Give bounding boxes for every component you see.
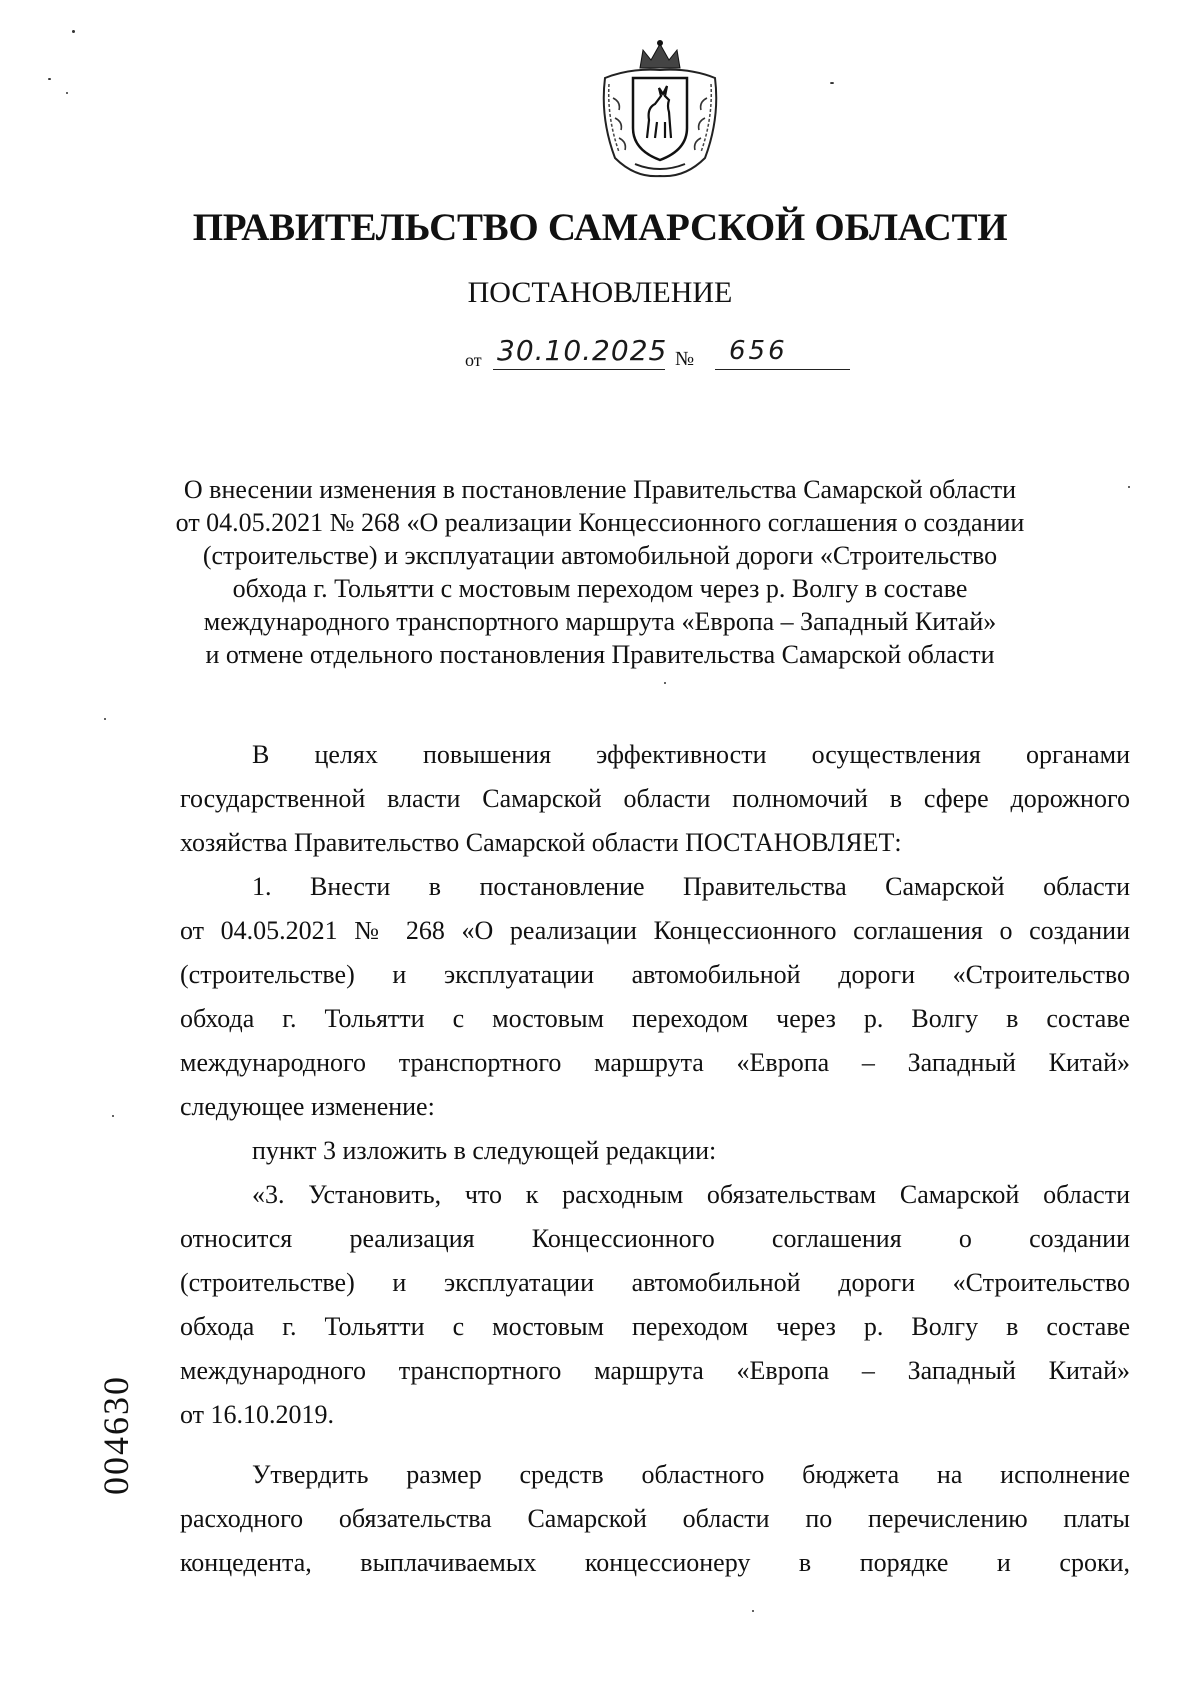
side-registration-number: 004630 [96, 1375, 136, 1495]
scan-speck [112, 1115, 114, 1117]
document-type: ПОСТАНОВЛЕНИЕ [467, 276, 733, 309]
scan-speck [1128, 486, 1130, 488]
number-prefix: № [675, 348, 695, 370]
scan-speck [66, 92, 68, 94]
body-line: В целях повышения эффективности осуществления органами [252, 740, 1130, 769]
government-title: ПРАВИТЕЛЬСТВО САМАРСКОЙ ОБЛАСТИ [192, 206, 1008, 249]
date-prefix: от [465, 350, 482, 370]
body-line: пункт 3 изложить в следующей редакции: [252, 1136, 717, 1165]
samara-coat-of-arms-icon [595, 38, 725, 180]
body-line: (строительстве) и эксплуатации автомобильной дороги «Строительство [180, 960, 1130, 989]
body-line: от 16.10.2019. [180, 1400, 335, 1429]
subject-line: обхода г. Тольятти с мостовым переходом через р. Волгу в составе [232, 574, 968, 603]
body-line: международного транспортного маршрута «Европа – Западный Китай» [180, 1048, 1130, 1077]
body-line: хозяйства Правительство Самарской области ПОСТАНОВЛЯЕТ: [180, 828, 902, 857]
document-date: 30.10.2025 [493, 332, 665, 370]
subject-line: О внесении изменения в постановление Правительства Самарской области [183, 475, 1017, 504]
body-line: (строительстве) и эксплуатации автомобильной дороги «Строительство [180, 1268, 1130, 1297]
document-body [180, 733, 1130, 1585]
body-line: от 04.05.2021 № 268 «О реализации Концессионного соглашения о создании [180, 916, 1130, 945]
date-number-line [465, 332, 865, 376]
body-line: Утвердить размер средств областного бюджета на исполнение [252, 1460, 1130, 1489]
subject-line: от 04.05.2021 № 268 «О реализации Концессионного соглашения о создании [175, 508, 1025, 537]
subject-line: (строительстве) и эксплуатации автомобильной дороги «Строительство [202, 541, 998, 570]
scan-speck [48, 78, 51, 80]
scan-speck [72, 30, 75, 33]
scan-speck [752, 1610, 754, 1612]
subject-line: международного транспортного маршрута «Европа – Западный Китай» [203, 607, 997, 636]
body-line: государственной власти Самарской области полномочий в сфере дорожного [180, 784, 1130, 813]
body-line: международного транспортного маршрута «Европа – Западный Китай» [180, 1356, 1130, 1385]
body-line: обхода г. Тольятти с мостовым переходом через р. Волгу в составе [180, 1312, 1130, 1341]
body-line: концедента, выплачиваемых концессионеру в порядке и сроки, [180, 1548, 1130, 1577]
document-subject [150, 473, 1050, 671]
subject-line: и отмене отдельного постановления Правительства Самарской области [205, 640, 995, 669]
scan-speck [664, 682, 666, 684]
body-line: обхода г. Тольятти с мостовым переходом через р. Волгу в составе [180, 1004, 1130, 1033]
scan-speck [830, 82, 834, 84]
body-line: «3. Установить, что к расходным обязательствам Самарской области [252, 1180, 1130, 1209]
body-line: расходного обязательства Самарской области по перечислению платы [180, 1504, 1130, 1533]
document-number: 656 [715, 332, 850, 370]
scan-speck [104, 718, 106, 720]
body-line: следующее изменение: [180, 1092, 435, 1121]
body-line: 1. Внести в постановление Правительства Самарской области [252, 872, 1130, 901]
body-line: относится реализация Концессионного соглашения о создании [180, 1224, 1130, 1253]
